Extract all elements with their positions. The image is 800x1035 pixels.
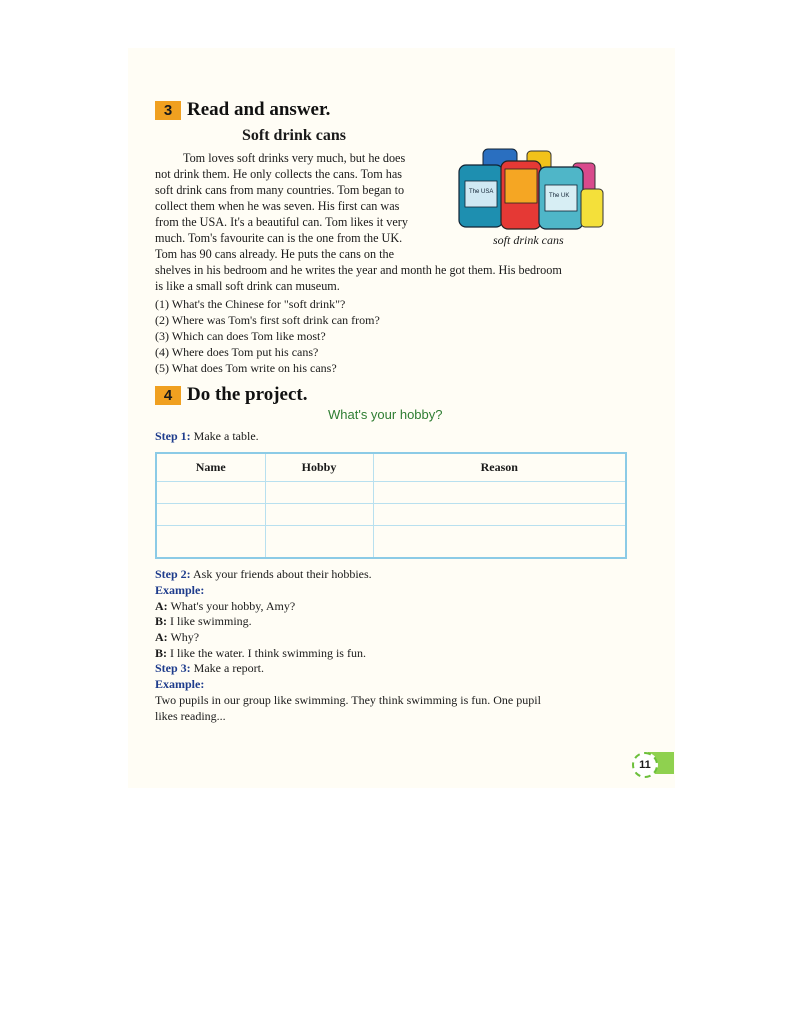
step-label: Step 1: <box>155 429 191 443</box>
step-text: Make a report. <box>193 661 264 675</box>
section-number-badge: 4 <box>155 386 181 405</box>
section-4-header <box>155 384 307 406</box>
question-item: (5) What does Tom write on his cans? <box>155 361 337 375</box>
dialogue-text: What's your hobby, Amy? <box>170 599 296 613</box>
table-row <box>156 525 626 558</box>
step-text: Make a table. <box>193 429 259 443</box>
story-line: collect them when he was seven. His first can was <box>155 199 400 213</box>
section-title: Do the project. <box>187 384 308 405</box>
table-cell <box>265 503 373 525</box>
story-line: Tom loves soft drinks very much, but he does <box>183 151 406 165</box>
step-2 <box>155 567 372 582</box>
section-number-badge: 3 <box>155 101 181 120</box>
question-item: (1) What's the Chinese for "soft drink"? <box>155 297 346 311</box>
speaker-label: A: <box>155 630 168 644</box>
dialogue-text: I like the water. I think swimming is fun. <box>170 646 366 660</box>
report-line: likes reading... <box>155 709 226 723</box>
table-cell <box>373 503 626 525</box>
speaker-label: B: <box>155 646 167 660</box>
step-text: Ask your friends about their hobbies. <box>193 567 372 581</box>
can-label-uk: The UK <box>549 193 570 199</box>
example-label: Example: <box>155 583 205 597</box>
story-line: soft drink cans from many countries. Tom began to <box>155 183 405 197</box>
dialogue-text: I like swimming. <box>170 614 252 628</box>
table-row <box>156 503 626 525</box>
column-header-name: Name <box>156 453 265 482</box>
project-subtitle: What's your hobby? <box>328 407 443 422</box>
hobby-table <box>155 452 627 559</box>
question-item: (3) Which can does Tom like most? <box>155 329 326 343</box>
table-row <box>156 482 626 504</box>
question-item: (2) Where was Tom's first soft drink can from? <box>155 313 380 327</box>
example-label: Example: <box>155 677 205 691</box>
step-label: Step 3: <box>155 661 191 675</box>
table-cell <box>265 482 373 504</box>
story-line: is like a small soft drink can museum. <box>155 279 340 293</box>
step-label: Step 2: <box>155 567 191 581</box>
dialogue-line <box>155 646 366 661</box>
report-line: Two pupils in our group like swimming. They think swimming is fun. One pupil <box>155 693 541 707</box>
story-line: Tom has 90 cans already. He puts the cans on the <box>155 247 394 261</box>
table-cell <box>373 525 626 558</box>
story-line: from the USA. It's a beautiful can. Tom likes it very <box>155 215 408 229</box>
step-1 <box>155 429 259 444</box>
question-item: (4) Where does Tom put his cans? <box>155 345 319 359</box>
soft-drink-cans-illustration <box>455 145 615 231</box>
story-paragraph-narrow <box>155 150 408 262</box>
table-cell <box>156 482 265 504</box>
speaker-label: A: <box>155 599 168 613</box>
can-label-usa: The USA <box>469 189 494 195</box>
step-3 <box>155 661 264 676</box>
table-header-row <box>156 453 626 482</box>
dialogue-line <box>155 630 199 645</box>
story-line: much. Tom's favourite can is the one from the UK. <box>155 231 403 245</box>
questions-list <box>155 296 380 376</box>
table-cell <box>373 482 626 504</box>
section-3-header <box>155 99 330 121</box>
table-cell <box>156 503 265 525</box>
table-cell <box>156 525 265 558</box>
story-title: Soft drink cans <box>242 127 347 144</box>
dialogue-text: Why? <box>170 630 200 644</box>
dialogue-line <box>155 614 252 629</box>
column-header-reason: Reason <box>373 453 626 482</box>
column-header-hobby: Hobby <box>265 453 373 482</box>
speaker-label: B: <box>155 614 167 628</box>
image-caption: soft drink cans <box>493 233 564 247</box>
story-line: shelves in his bedroom and he writes the year and month he got them. His bedroom <box>155 263 562 277</box>
story-paragraph-wide <box>155 262 562 294</box>
table-cell <box>265 525 373 558</box>
page-number: 11 <box>632 752 658 778</box>
section-title: Read and answer. <box>187 99 331 120</box>
dialogue-line <box>155 599 295 614</box>
story-line: not drink them. He only collects the cans. Tom has <box>155 167 403 181</box>
